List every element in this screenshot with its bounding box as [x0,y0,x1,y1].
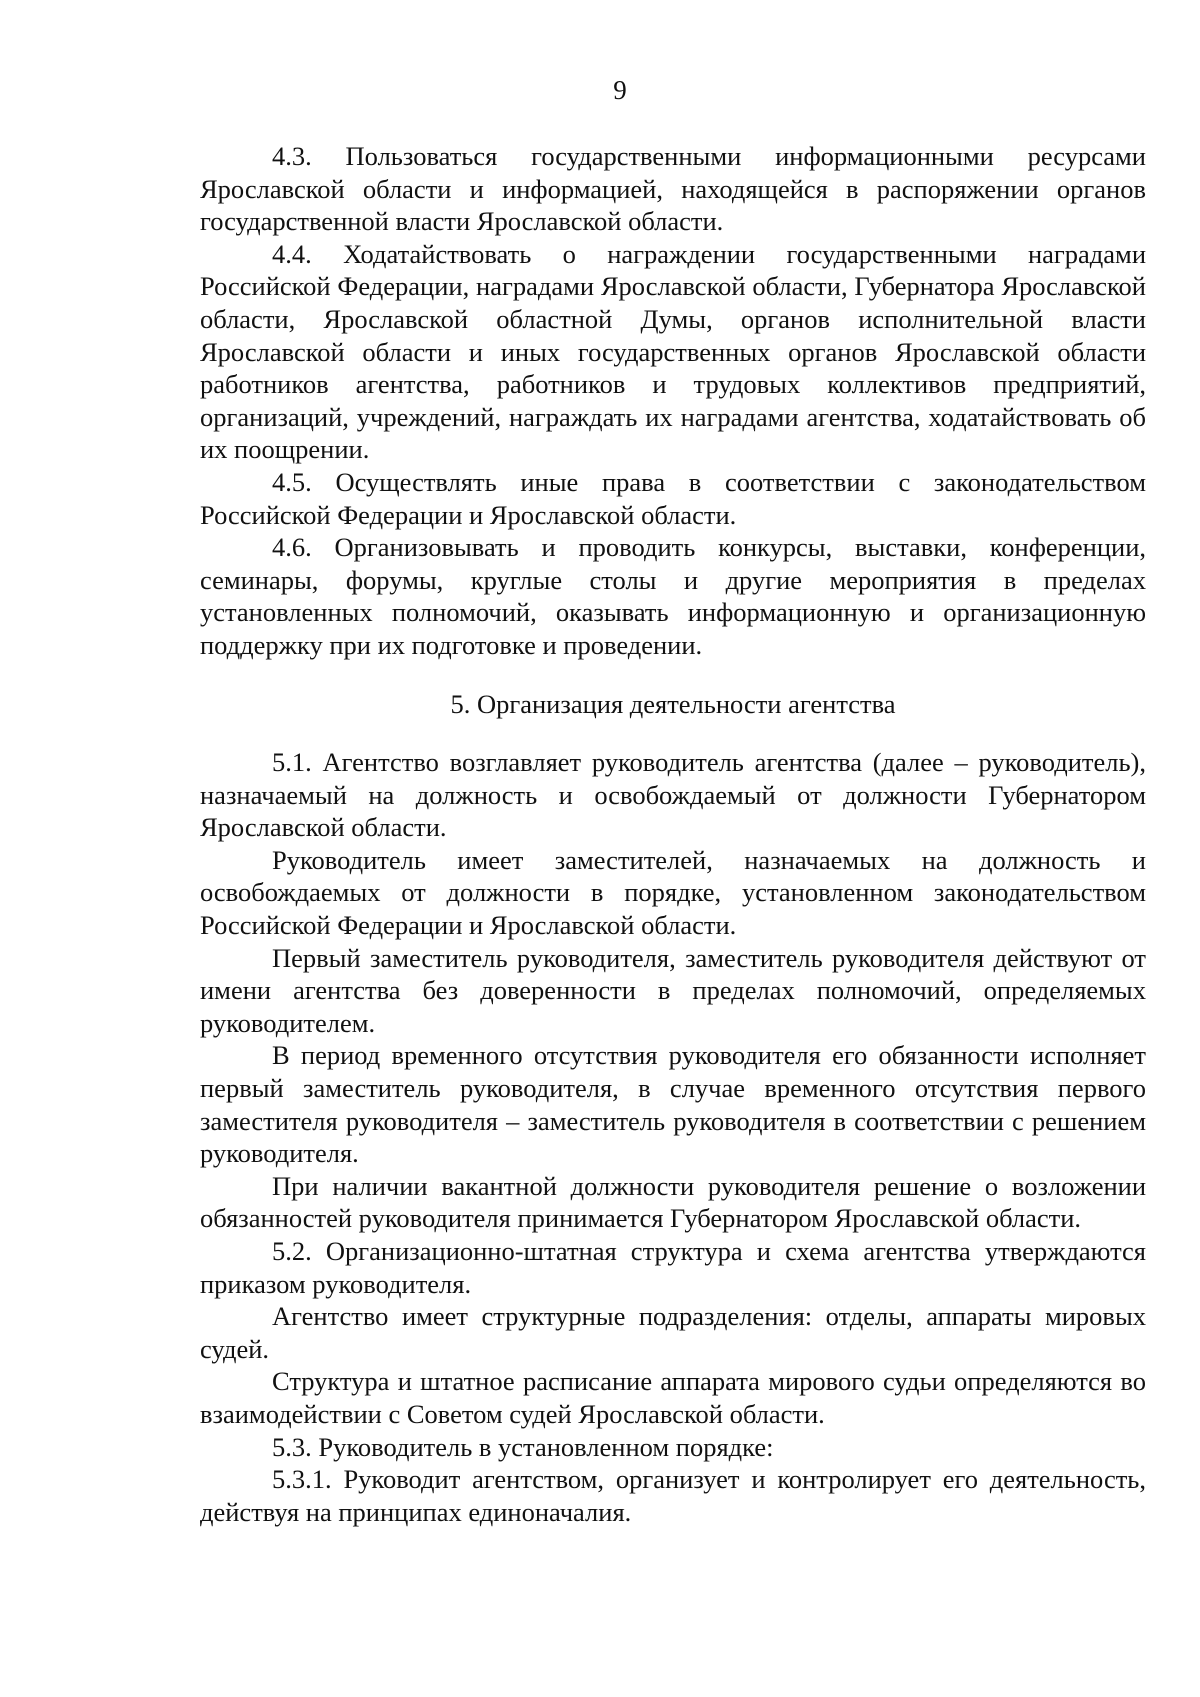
paragraph-absence: В период временного отсутствия руководителя его обязанности исполняет первый заместитель руководителя, в случае временного отсутствия первого заместителя руководителя – заместитель руководителя в соответствии с решением руководителя. [200,1040,1146,1169]
paragraph-4-6: 4.6. Организовывать и проводить конкурсы, выставки, конференции, семинары, форумы, круглые столы и другие мероприятия в пределах установленных полномочий, оказывать информационную и организационную поддержку при их подготовке и проведении. [200,532,1146,660]
paragraph-subdivisions: Агентство имеет структурные подразделения: отделы, аппараты мировых судей. [200,1301,1146,1364]
paragraph-structure: Структура и штатное расписание аппарата мирового судьи определяются во взаимодействии с Советом судей Ярославской области. [200,1366,1146,1429]
paragraph-5-3: 5.3. Руководитель в установленном порядке: [272,1431,774,1462]
paragraph-deputies: Руководитель имеет заместителей, назначаемых на должность и освобождаемых от должности в порядке, установленном законодательством Российской Федерации и Ярославской области. [200,844,1146,941]
section-heading: 5. Организация деятельности агентства [450,688,896,719]
document-body [200,140,1146,1528]
paragraph-5-1: 5.1. Агентство возглавляет руководитель агентства (далее – руководитель), назначаемый на должность и освобождаемый от должности Губернатором Ярославской области. [200,747,1146,843]
paragraph-5-3-1: 5.3.1. Руководит агентством, организует и контролирует его деятельность, действуя на принципах единоначалия. [200,1464,1146,1527]
paragraph-4-5: 4.5. Осуществлять иные права в соответствии с законодательством Российской Федерации и Ярославской области. [200,466,1146,530]
page-number: 9 [613,75,627,105]
paragraph-vacancy: При наличии вакантной должности руководителя решение о возложении обязанностей руководителя принимается Губернатором Ярославской области. [200,1170,1146,1234]
paragraph-4-4: 4.4. Ходатайствовать о награждении государственными наградами Российской Федерации, наградами Ярославской области, Губернатора Ярославской области, Ярославской областной Думы, органов исполнительной власти Ярославской области и иных государственных органов Ярославской области работников агентства, работников и трудовых коллективов предприятий, организаций, учреждений, награждать их наградами агентства, ходатайствовать об их поощрении. [200,238,1146,465]
paragraph-4-3: 4.3. Пользоваться государственными информационными ресурсами Ярославской области и информацией, находящейся в распоряжении органов государственной власти Ярославской области. [200,141,1146,237]
paragraph-5-2: 5.2. Организационно-штатная структура и схема агентства утверждаются приказом руководителя. [200,1236,1146,1299]
paragraph-first-deputy: Первый заместитель руководителя, заместитель руководителя действуют от имени агентства без доверенности в пределах полномочий, определяемых руководителем. [200,942,1146,1038]
